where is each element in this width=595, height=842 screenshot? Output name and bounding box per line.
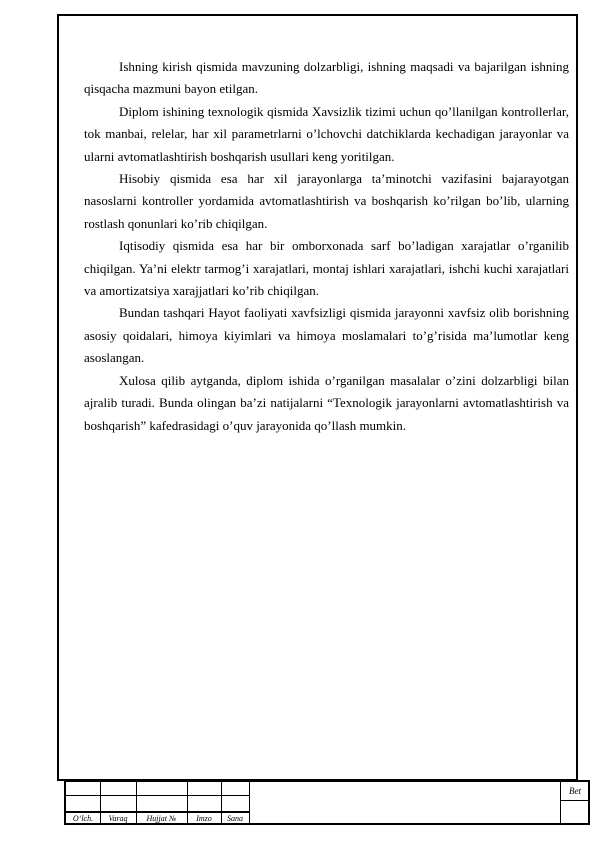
paragraph-conclusion: Xulosa qilib aytganda, diplom ishida o’rganilgan masalalar o’zini dolzarbligi bilan ajralib turadi. Bunda olingan ba’zi natijalarni “Texnologik jarayonlarni avtomatlashtirish va boshqarish” kafedrasidagi o’quv jarayonida qo’llash mumkin.	[84, 372, 569, 433]
paragraph-economic-part: Iqtisodiy qismida esa har bir omborxonada sarf bo’ladigan xarajatlar o’rganilib chiqilgan. Ya’ni elektr tarmog’i xarajatlari, montaj ishlari xarajatlari, ishchi kuchi xarajatlari va amortizatsiya xarajjatlari ko’rib chiqilgan.	[84, 238, 569, 299]
label-imzo: Imzo	[196, 814, 212, 823]
label-sana: Sana	[227, 814, 243, 823]
document-body	[84, 56, 569, 437]
title-block	[64, 780, 590, 825]
paragraph-safety-part: Bundan tashqari Hayot faoliyati xavfsizligi qismida jarayonni xavfsiz olib borishning asosiy qoidalari, himoya kiyimlari va himoya moslamalari to’g’risida ma’lumotlar keng asoslangan.	[84, 305, 569, 366]
paragraph-calculation-part: Hisobiy qismida esa har xil jarayonlarga ta’minotchi vazifasini bajarayotgan nasoslarni kontroller yordamida avtomatlashtirish va boshqarish ko’rilgan bo’lib, ularning rostlash qonunlari ko’rib chiqilgan.	[84, 171, 569, 231]
label-varaq: Varaq	[108, 814, 128, 823]
label-hujjat-no: Hujjat №	[146, 814, 177, 823]
label-olch: O‘lch.	[72, 814, 94, 823]
paragraph-introduction: Ishning kirish qismida mavzuning dolzarbligi, ishning maqsadi va bajarilgan ishning qisqacha mazmuni bayon etilgan.	[84, 59, 569, 97]
label-bet: Bet	[569, 786, 581, 796]
paragraph-technological-part: Diplom ishining texnologik qismida Xavsizlik tizimi uchun qo’llanilgan kontrollerlar, tok manbai, relelar, har xil parametrlarni o’lchovchi datchiklarda kechadigan jarayonlar va ularni avtomatlashtirish boshqarish usullari keng yoritilgan.	[84, 103, 569, 164]
